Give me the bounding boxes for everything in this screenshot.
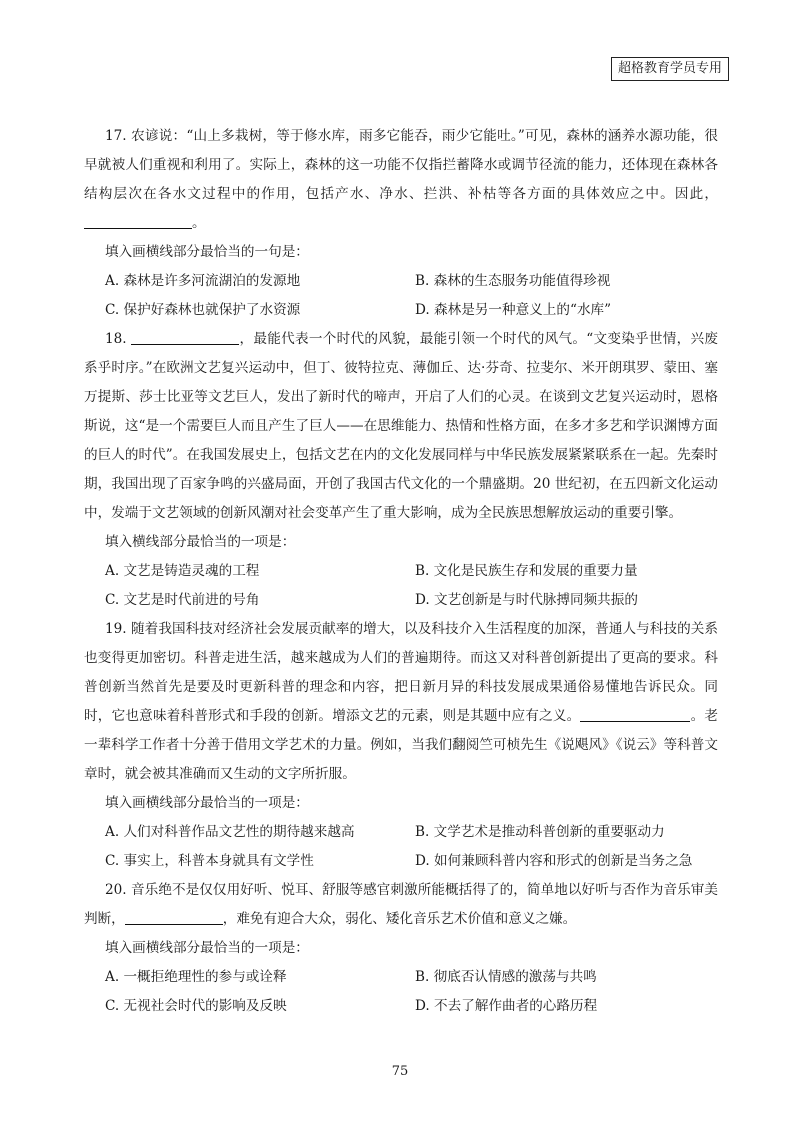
question-text: 音乐绝不是仅仅用好听、悦耳、舒服等感官刺激所能概括得了的，简单地以好听与否作为音乐审美判断， [84, 882, 719, 927]
answer-blank [580, 707, 690, 722]
option-a: A. 一概拒绝理性的参与或诠释 [105, 969, 287, 985]
option-d: D. 森林是另一种意义上的“水库” [415, 302, 612, 318]
question-20-stem [84, 876, 718, 934]
option-c: C. 文艺是时代前进的号角 [105, 592, 260, 608]
question-text: 农谚说：“山上多栽树，等于修水库，雨多它能吞，雨少它能吐。”可见，森林的涵养水源功能，很早就被人们重视和利用了。实际上，森林的这一功能不仅指拦蓄降水或调节径流的能力，还体现在森林各结构层次在各水文过程中的作用，包括产水、净水、拦洪、补枯等各方面的具体效应之中。因此， [84, 128, 718, 202]
option-a: A. 人们对科普作品文艺性的期待越来越高 [105, 824, 355, 840]
option-c: C. 无视社会时代的影响及反映 [105, 998, 287, 1014]
answer-blank [84, 214, 192, 229]
option-c: C. 保护好森林也就保护了水资源 [105, 302, 301, 318]
option-d: D. 文艺创新是与时代脉搏同频共振的 [415, 592, 638, 608]
option-b: B. 森林的生态服务功能值得珍视 [415, 273, 611, 289]
question-18-options [84, 557, 718, 615]
answer-blank [131, 330, 239, 345]
question-number: 19. [105, 621, 127, 637]
usage-stamp: 超格教育学员专用 [611, 57, 729, 81]
answer-blank [125, 910, 223, 925]
question-18-stem [84, 325, 718, 528]
question-number: 17. [105, 128, 127, 144]
option-d: D. 不去了解作曲者的心路历程 [415, 998, 598, 1014]
question-number: 18. [105, 331, 127, 347]
question-20-options [84, 963, 718, 1021]
option-c: C. 事实上，科普本身就具有文学性 [105, 853, 314, 869]
option-b: B. 文化是民族生存和发展的重要力量 [415, 563, 638, 579]
option-a: A. 森林是许多河流湖泊的发源地 [105, 273, 301, 289]
question-19-prompt: 填入画横线部分最恰当的一项是： [105, 795, 309, 811]
question-text: 随着我国科技对经济社会发展贡献率的增大，以及科技介入生活程度的加深，普通人与科技的关系也变得更加密切。科普走进生活，越来越成为人们的普遍期待。而这又对科普创新提出了更高的要求。科普创新当然首先是要及时更新科普的理念和内容，把日新月异的科技发展成果通俗易懂地告诉民众。同时，它也意味着科普形式和手段的创新。增添文艺的元素，则是其题中应有之义。 [84, 621, 719, 724]
option-a: A. 文艺是铸造灵魂的工程 [105, 563, 260, 579]
question-17-options [84, 267, 718, 325]
option-d: D. 如何兼顾科普内容和形式的创新是当务之急 [415, 853, 693, 869]
question-text-after: ，难免有迎合大众，弱化、矮化音乐艺术价值和意义之嫌。 [222, 911, 577, 927]
option-b: B. 文学艺术是推动科普创新的重要驱动力 [415, 824, 665, 840]
question-17-stem [84, 122, 718, 238]
question-text-after: 。老一辈科学工作者十分善于借用文学艺术的力量。例如，当我们翻阅竺可桢先生《说飓风》《说云》等科普文章时，就会被其准确而又生动的文字所折服。 [84, 708, 719, 782]
question-19-options [84, 818, 718, 876]
question-20-prompt: 填入画横线部分最恰当的一项是： [105, 940, 309, 956]
question-19-stem [84, 615, 718, 789]
question-number: 20. [105, 882, 127, 898]
question-17-prompt: 填入画横线部分最恰当的一句是： [105, 244, 309, 260]
question-text-after: ，最能代表一个时代的风貌，最能引领一个时代的风气。“文变染乎世情，兴废系乎时序。”在欧洲文艺复兴运动中，但丁、彼特拉克、薄伽丘、达·芬奇、拉斐尔、米开朗琪罗、蒙田、塞万提斯、莎士比亚等文艺巨人，发出了新时代的啼声，开启了人们的心灵。在谈到文艺复兴运动时，恩格斯说，这“是一个需要巨人而且产生了巨人——在思维能力、热情和性格方面，在多才多艺和学识渊博方面的巨人的时代”。在我国发展史上，包括文艺在内的文化发展同样与中华民族发展紧紧联系在一起。先秦时期，我国出现了百家争鸣的兴盛局面，开创了我国古代文化的一个鼎盛期。20 世纪初，在五四新文化运动中，发端于文艺领域的创新风潮对社会变革产生了重大影响，成为全民族思想解放运动的重要引擎。 [84, 331, 718, 521]
page-number: 75 [391, 1064, 409, 1079]
question-18-prompt: 填入横线部分最恰当的一项是： [105, 534, 296, 550]
question-list [84, 122, 718, 1021]
question-text-after: 。 [192, 215, 206, 231]
option-b: B. 彻底否认情感的激荡与共鸣 [415, 969, 597, 985]
